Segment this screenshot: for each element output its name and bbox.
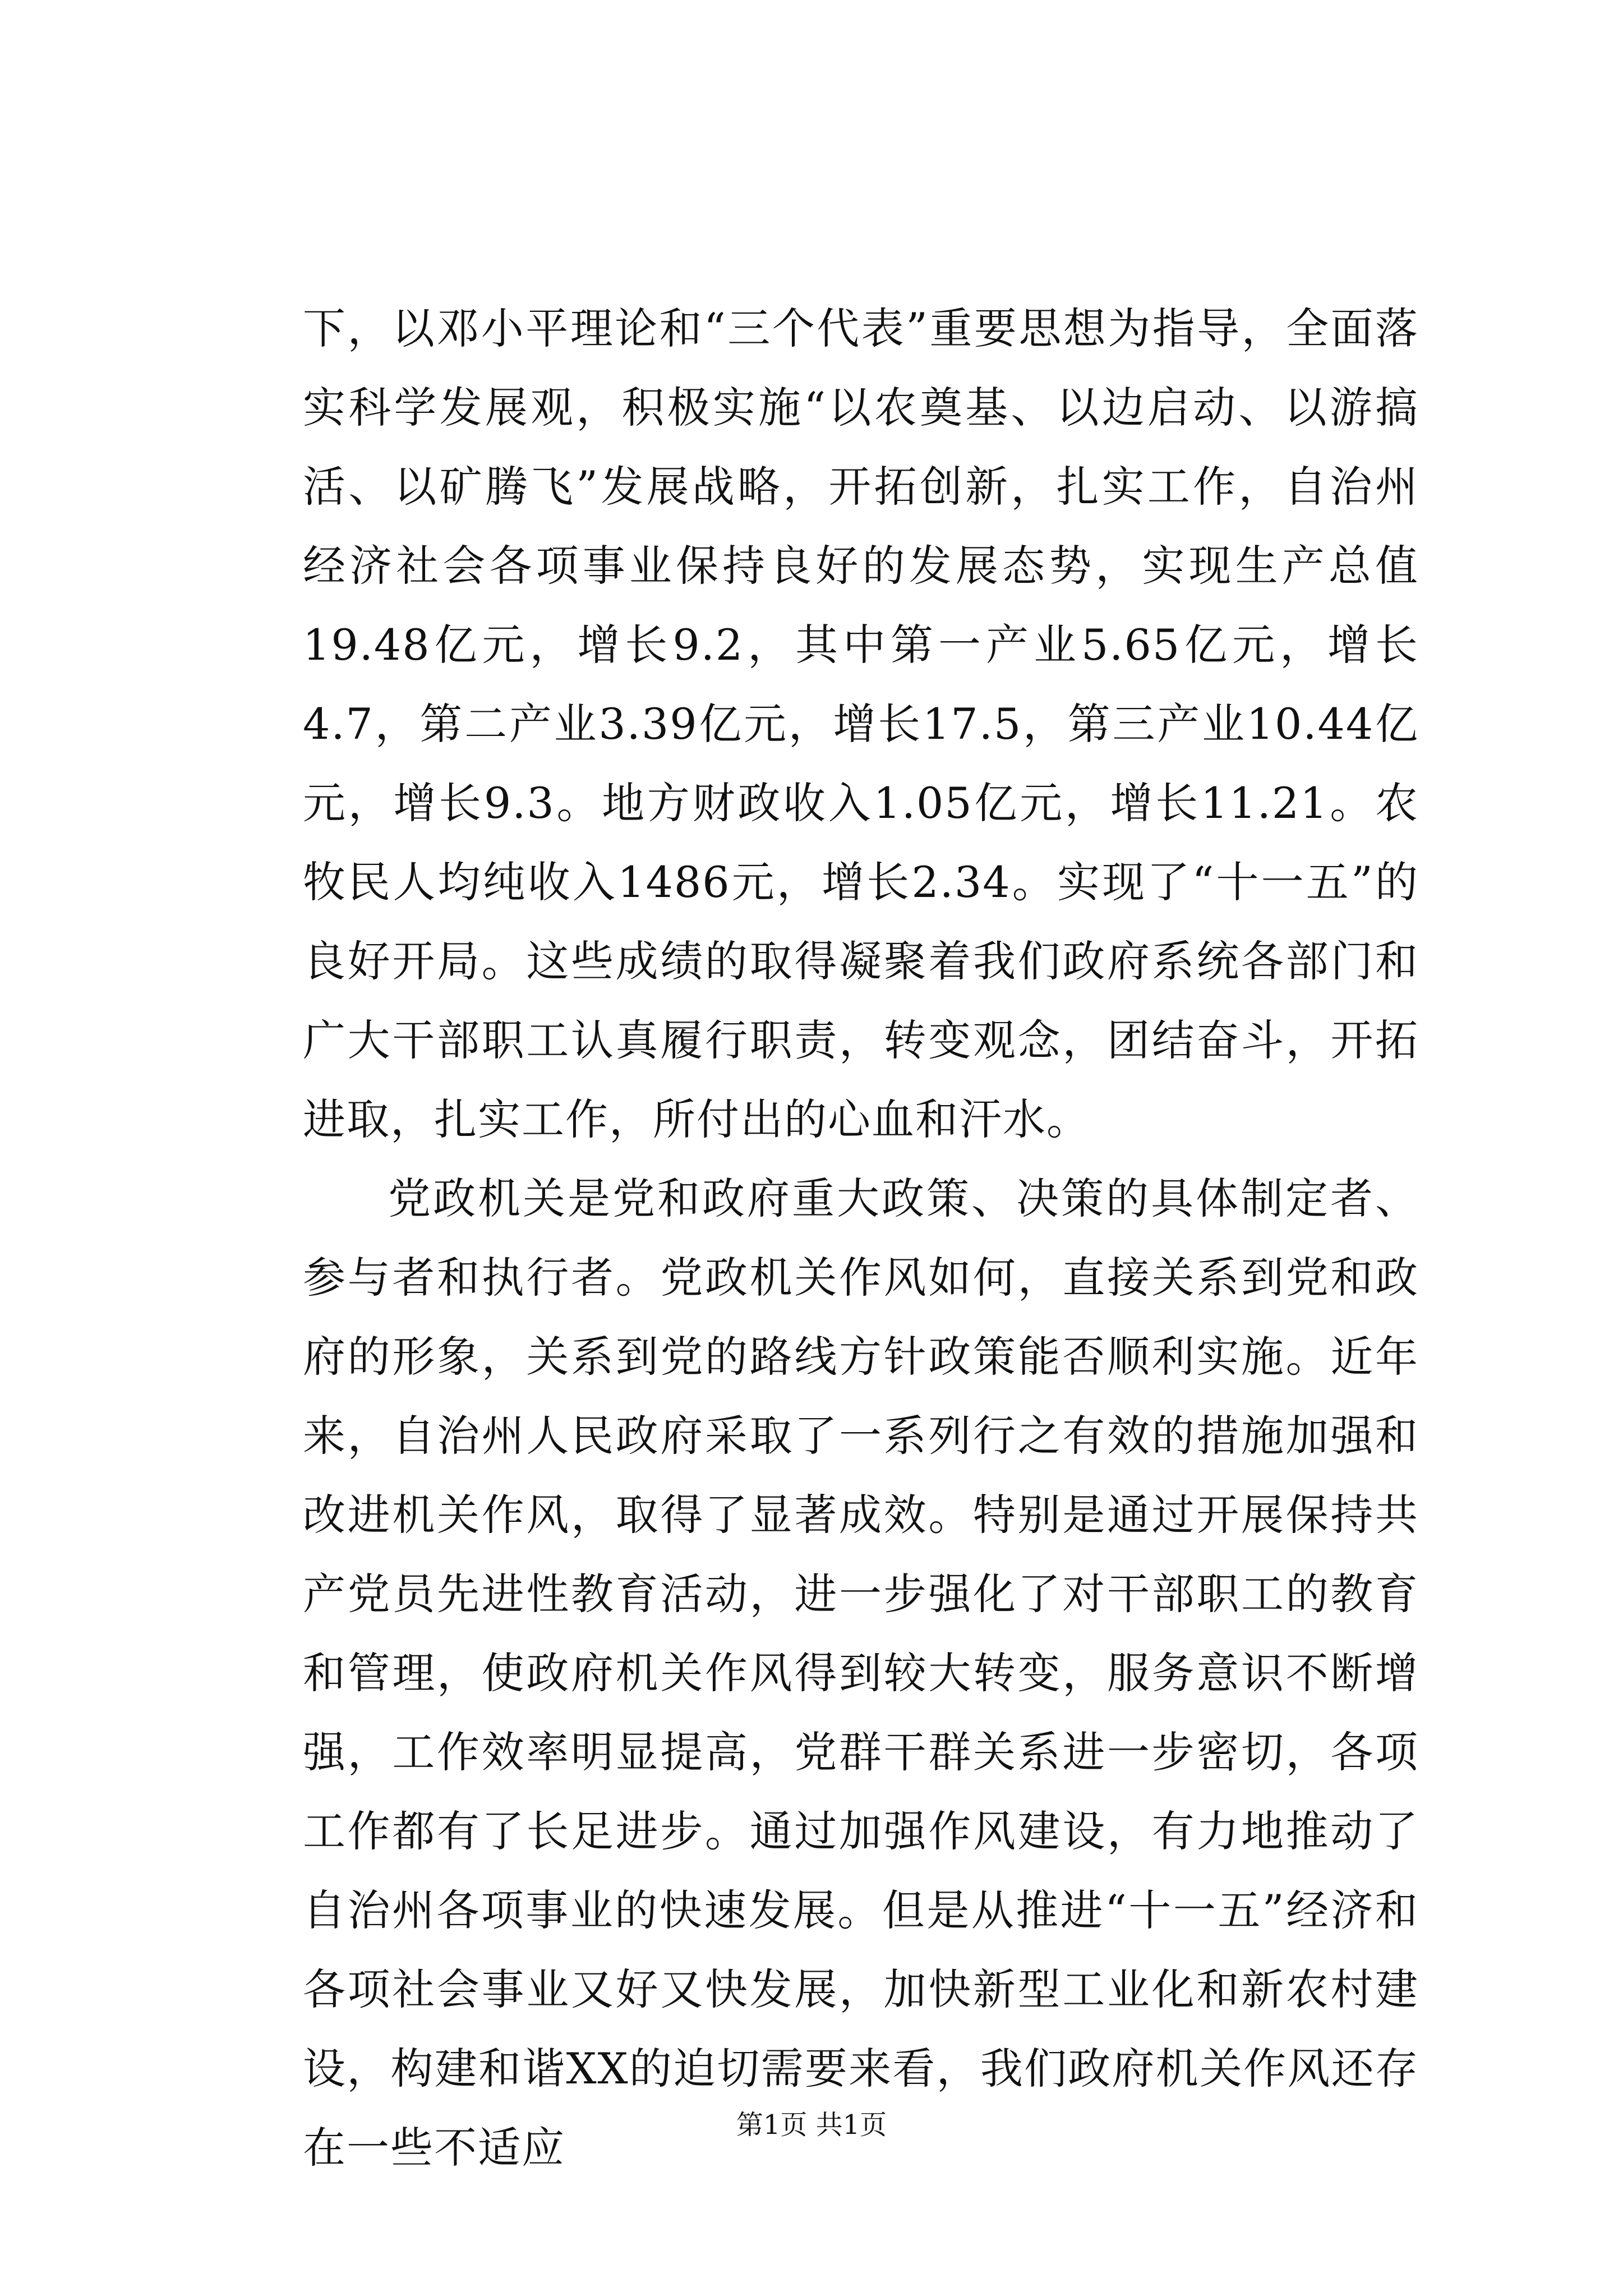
- paragraph-party-government-style: 党政机关是党和政府重大政策、决策的具体制定者、参与者和执行者。党政机关作风如何，直接关系到党和政府的形象，关系到党的路线方针政策能否顺利实施。近年来，自治州人民政府采取了一系列行之有效的措施加强和改进机关作风，取得了显著成效。特别是通过开展保持共产党员先进性教育活动，进一步强化了对干部职工的教育和管理，使政府机关作风得到较大转变，服务意识不断增强，工作效率明显提高，党群干群关系进一步密切，各项工作都有了长足进步。通过加强作风建设，有力地推动了自治州各项事业的快速发展。但是从推进“十一五”经济和各项社会事业又好又快发展，加快新型工业化和新农村建设，构建和谐XX的迫切需要来看，我们政府机关作风还存在一些不适应: [303, 1174, 1419, 2173]
- paragraph-economic-summary: 下，以邓小平理论和“三个代表”重要思想为指导，全面落实科学发展观，积极实施“以农奠基、以边启动、以游搞活、以矿腾飞”发展战略，开拓创新，扎实工作，自治州经济社会各项事业保持良好的发展态势，实现生产总值19.48亿元，增长9.2，其中第一产业5.65亿元，增长4.7，第二产业3.39亿元，增长17.5，第三产业10.44亿元，增长9.3。地方财政收入1.05亿元，增长11.21。农牧民人均纯收入1486元，增长2.34。实现了“十一五”的良好开局。这些成绩的取得凝聚着我们政府系统各部门和广大干部职工认真履行职责，转变观念，团结奋斗，开拓进取，扎实工作，所付出的心血和汗水。: [303, 303, 1419, 1144]
- page-footer: 第1页 共1页: [736, 2109, 887, 2141]
- document-body: [303, 289, 1419, 2187]
